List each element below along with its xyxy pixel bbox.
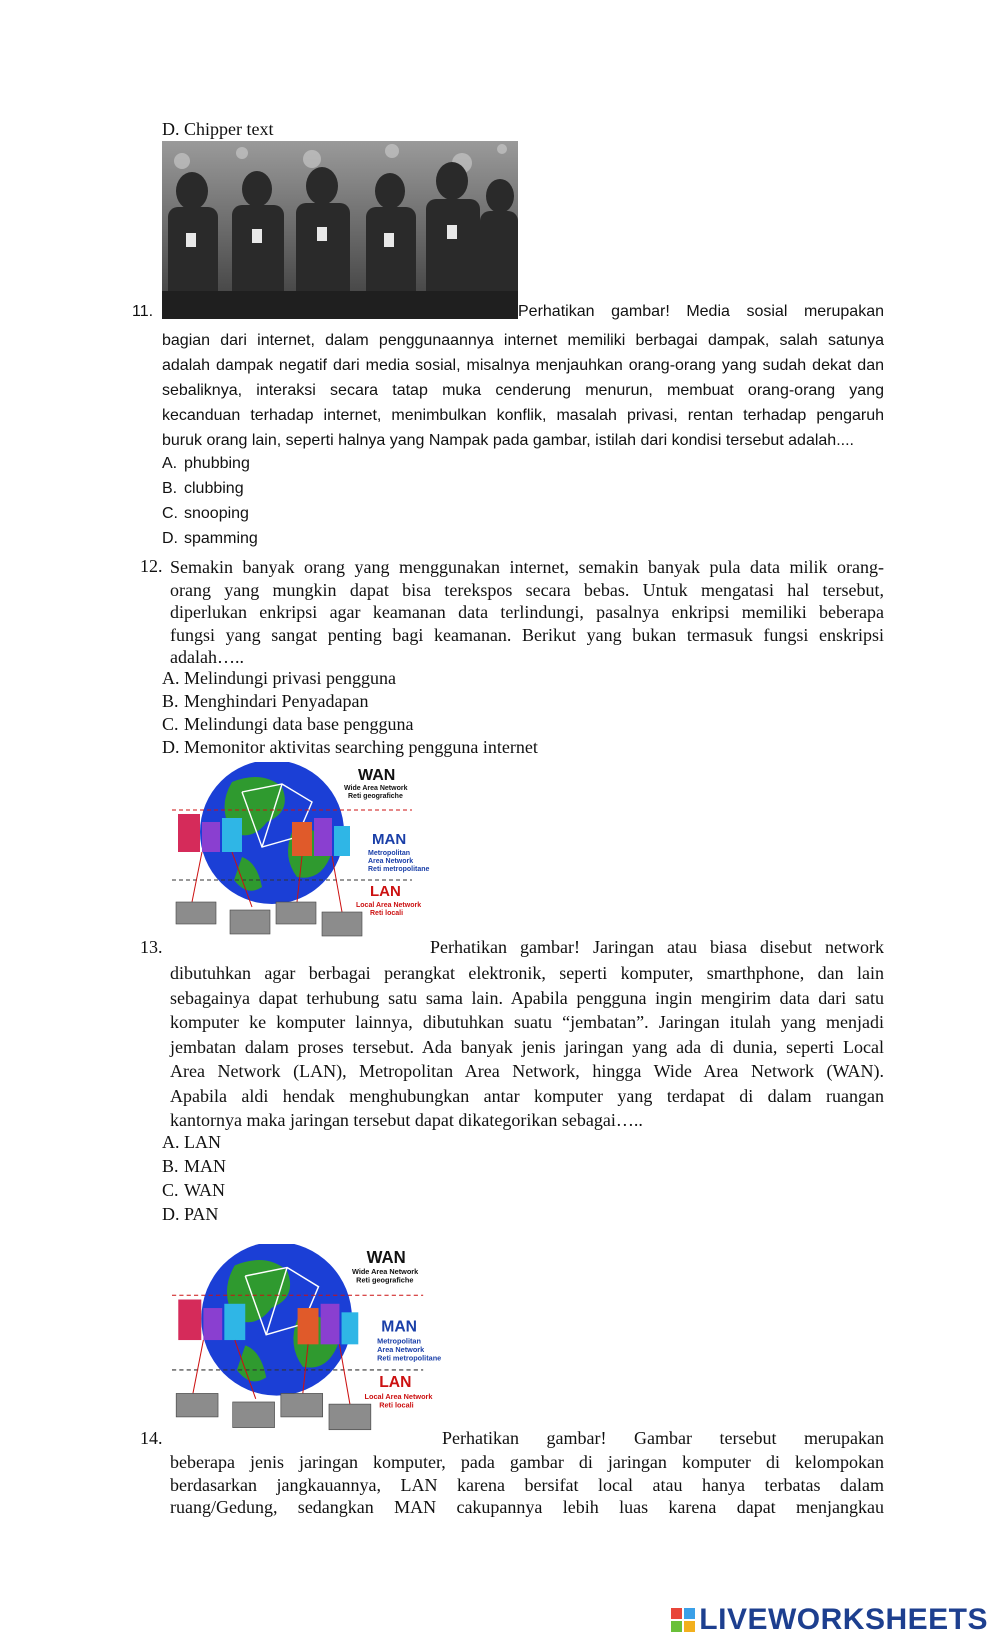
man-sub1: Metropolitan bbox=[368, 850, 410, 857]
q12-option-a[interactable] bbox=[162, 668, 396, 689]
option-letter: B. bbox=[162, 1156, 179, 1176]
q13-option-b[interactable] bbox=[162, 1156, 226, 1177]
q14-line: beberapa jenis jaringan komputer, pada gambar di jaringan komputer di kelompokan bbox=[170, 1452, 884, 1472]
option-letter: A. bbox=[162, 668, 180, 688]
q13-line: jembatan dalam proses tersebut. Ada banyak jenis jaringan yang ada di dunia, seperti Local bbox=[170, 1036, 884, 1057]
logo-icon bbox=[671, 1608, 695, 1632]
man-sub2: Area Network bbox=[377, 1344, 425, 1354]
q12-line: diperlukan enkripsi agar keamanan data terlindungi, pasalnya enkripsi memiliki beberapa bbox=[170, 602, 884, 622]
q13-first-line: Perhatikan gambar! Jaringan atau biasa disebut network bbox=[430, 937, 884, 957]
q12-line: Semakin banyak orang yang menggunakan internet, semakin banyak pula data milik orang- bbox=[170, 557, 884, 577]
q11-line: sebaliknya, interaksi secara tatap muka cenderung menurun, membuat orang-orang yang bbox=[162, 382, 884, 399]
q13-option-a[interactable] bbox=[162, 1132, 221, 1153]
man-sub3: Reti metropolitane bbox=[368, 866, 430, 873]
q11-option-c[interactable] bbox=[162, 505, 249, 523]
option-letter: D. bbox=[162, 737, 180, 757]
q13-body bbox=[170, 961, 884, 1133]
q12-line: orang yang mungkin dapat bisa terekspos secara bebas. Untuk mengatasi hal tersebut, bbox=[170, 579, 884, 600]
man-sub3: Reti metropolitane bbox=[377, 1353, 442, 1363]
option-text: spamming bbox=[184, 530, 258, 547]
option-text: MAN bbox=[184, 1156, 227, 1176]
option-text: Menghindari Penyadapan bbox=[184, 691, 369, 711]
q13-line: Apabila aldi hendak menghubungkan antar komputer yang terdapat di dalam ruangan bbox=[170, 1085, 884, 1106]
wan-sub2: Reti geografiche bbox=[356, 1275, 414, 1285]
logo-text: LIVEWORKSHEETS bbox=[699, 1603, 988, 1636]
man-sub2: Area Network bbox=[368, 858, 414, 865]
lan-label: LAN bbox=[370, 883, 401, 900]
q14-line: ruang/Gedung, sedangkan MAN cakupannya lebih luas karena dapat menjangkau bbox=[170, 1497, 884, 1517]
lan-sub2: Reti locali bbox=[379, 1400, 414, 1410]
option-text: phubbing bbox=[184, 455, 250, 472]
q11-line: kecanduan terhadap internet, menimbulkan konflik, masalah privasi, rentan terhadap pengaruh bbox=[162, 407, 884, 424]
network-diagram-1 bbox=[172, 762, 430, 940]
q13-line: Area Network (LAN), Metropolitan Area Network, hingga Wide Area Network (WAN). bbox=[170, 1061, 884, 1081]
q12-line: fungsi yang sangat penting bagi keamanan. Berikut yang bukan termasuk fungsi enskripsi bbox=[170, 624, 884, 645]
q12-number: 12. bbox=[140, 556, 163, 576]
option-letter: B. bbox=[162, 480, 178, 497]
wan-sub1: Wide Area Network bbox=[352, 1266, 419, 1276]
option-letter: A. bbox=[162, 1132, 180, 1152]
q14-line: berdasarkan jangkauannya, LAN karena bersifat local atau hanya terbatas dalam bbox=[170, 1474, 884, 1495]
wan-label: WAN bbox=[358, 767, 396, 784]
option-text: LAN bbox=[184, 1132, 221, 1152]
wan-label: WAN bbox=[366, 1248, 406, 1268]
q12-option-b[interactable] bbox=[162, 691, 368, 712]
option-letter: B. bbox=[162, 691, 179, 711]
q13-line: dibutuhkan agar berbagai perangkat elektronik, seperti komputer, smarthphone, dan lain bbox=[170, 963, 884, 983]
q13-line: sebagainya dapat terhubung satu sama lain. Apabila pengguna ingin mengirim data dari satu bbox=[170, 987, 884, 1008]
people-phones-illustration bbox=[162, 141, 518, 319]
q13-number: 13. bbox=[140, 937, 163, 957]
q14-number: 14. bbox=[140, 1428, 163, 1448]
option-text: Melindungi data base pengguna bbox=[184, 714, 414, 734]
lan-label: LAN bbox=[379, 1373, 412, 1392]
wan-sub1: Wide Area Network bbox=[344, 785, 408, 792]
q12-line: adalah….. bbox=[170, 647, 244, 667]
q11-line: adalah dampak negatif dari media sosial, misalnya menjauhkan orang-orang yang sudah dekat dan bbox=[162, 357, 884, 374]
option-text: snooping bbox=[184, 505, 249, 522]
man-sub1: Metropolitan bbox=[377, 1336, 421, 1346]
option-text: Memonitor aktivitas searching pengguna internet bbox=[184, 737, 538, 757]
q13-option-d[interactable] bbox=[162, 1204, 218, 1225]
q11-number: 11. bbox=[132, 303, 154, 320]
option-letter: A. bbox=[162, 455, 178, 472]
q11-option-d[interactable] bbox=[162, 530, 258, 548]
liveworksheets-logo bbox=[671, 1603, 988, 1637]
option-letter: C. bbox=[162, 714, 179, 734]
q13-line: kantornya maka jaringan tersebut dapat dikategorikan sebagai….. bbox=[170, 1110, 643, 1130]
q13-option-c[interactable] bbox=[162, 1180, 225, 1201]
man-label: MAN bbox=[381, 1318, 418, 1336]
lan-sub1: Local Area Network bbox=[364, 1391, 433, 1401]
q11-body bbox=[162, 328, 884, 453]
option-letter: D. bbox=[162, 530, 178, 547]
q14-first-line: Perhatikan gambar! Gambar tersebut merupakan bbox=[442, 1428, 884, 1448]
option-letter: C. bbox=[162, 1180, 179, 1200]
man-label: MAN bbox=[372, 831, 407, 848]
network-diagram-illustration bbox=[172, 1244, 442, 1434]
q12-body bbox=[170, 556, 884, 669]
option-text: clubbing bbox=[184, 480, 244, 497]
previous-option-d: D. Chipper text bbox=[162, 119, 274, 139]
q11-option-a[interactable] bbox=[162, 455, 250, 473]
q11-option-b[interactable] bbox=[162, 480, 244, 498]
q12-option-d[interactable] bbox=[162, 737, 538, 758]
option-text: WAN bbox=[184, 1180, 225, 1200]
people-phones-photo bbox=[162, 141, 518, 319]
q12-option-c[interactable] bbox=[162, 714, 413, 735]
q11-line: buruk orang lain, seperti halnya yang Nampak pada gambar, istilah dari kondisi tersebut adalah.... bbox=[162, 432, 854, 449]
option-text: Melindungi privasi pengguna bbox=[184, 668, 396, 688]
q14-body bbox=[170, 1451, 884, 1519]
network-diagram-illustration bbox=[172, 762, 430, 940]
lan-sub1: Local Area Network bbox=[356, 902, 422, 909]
network-diagram-2 bbox=[172, 1244, 442, 1434]
lan-sub2: Reti locali bbox=[370, 910, 404, 917]
option-letter: C. bbox=[162, 505, 178, 522]
q11-first-line: Perhatikan gambar! Media sosial merupakan bbox=[518, 303, 884, 320]
q13-line: komputer ke komputer lainnya, dibutuhkan suatu “jembatan”. Jaringan itulah yang menjadi bbox=[170, 1012, 884, 1032]
wan-sub2: Reti geografiche bbox=[348, 793, 403, 800]
option-text: PAN bbox=[184, 1204, 219, 1224]
q11-line: bagian dari internet, dalam penggunaannya internet memiliki berbagai dampak, salah satunya bbox=[162, 332, 884, 349]
option-letter: D. bbox=[162, 1204, 180, 1224]
